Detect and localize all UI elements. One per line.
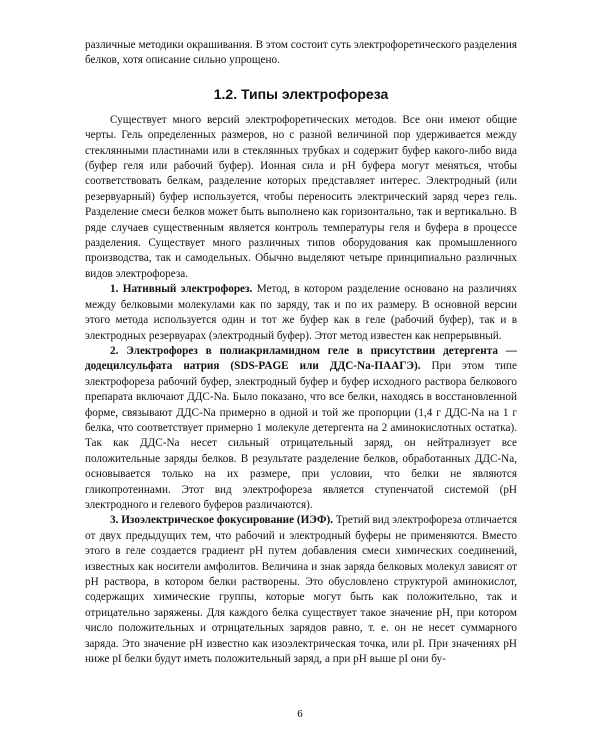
paragraph-native-electrophoresis bbox=[85, 282, 517, 344]
intro-paragraph: различные методики окрашивания. В этом состоит суть электрофоретического разделения белков, хотя описание сильно упрощено. bbox=[85, 39, 517, 67]
paragraph-sds-page bbox=[85, 344, 517, 513]
section-title: 1.2. Типы электрофореза bbox=[213, 85, 389, 102]
text-sds-page: При этом типе электрофореза рабочий буфер, электродный буфер и буфер исходного раствора белкового препарата включают ДДС-Na. Было показано, что все белки, находясь в восстановленной форме, связывают ДДС-Na примерно в одной и той же пропорции (1,4 г ДДС-Na на 1 г белка, что соответствует примерно 1 молекуле детергента на 2 аминокислотных остатка). Так как ДДС-Na несет сильный отрицательный заряд, он нейтрализует все положительные заряды белков. В результате разделение белков, обработанных ДДС-Na, основывается только на их размере, при условии, что белки не являются гликопротеинами. Этот вид электрофореза является ступенчатой системой (pH электродного и гелевого буферов различаются). bbox=[85, 360, 517, 511]
page-body bbox=[85, 38, 517, 667]
text-isoelectric-focusing: Третий вид электрофореза отличается от двух предыдущих тем, что рабочий и электродный буферы не применяются. Вместо этого в геле создается градиент pH путем добавления смеси химических соединений, известных как носители амфолитов. Величина и знак заряда белковых молекул зависят от pH раствора, в котором белки растворены. Это обусловлено структурой аминокислот, содержащих химические группы, которые могут быть как положительно, так и отрицательно заряжены. Для каждого белка существует такое значение pH, при котором число положительных и отрицательных зарядов равно, т. е. он не несет суммарного заряда. Это значение pH известно как изоэлектрическая точка, или pI. При значениях pH ниже pI белки будут иметь положительный заряд, а при pH выше pI они бу- bbox=[85, 514, 517, 666]
heading-sds-page: 2. Электрофорез в полиакриламидном геле в присутствии детергента — додецилсульфата натрия (SDS-PAGE или ДДС-Na-ПААГЭ). bbox=[85, 344, 517, 373]
page-number: 6 bbox=[297, 708, 303, 720]
paragraph-overview: Существует много версий электрофоретических методов. Все они имеют общие черты. Гель определенных размеров, но с разной величиной пор удерживается между стеклянными пластинами или в стеклянных трубках и содержит буфер какого-либо вида (буфер геля или рабочий буфер). Ионная сила и pH буфера могут меняться, чтобы соответствовать белкам, разделение которых представляет интерес. Электродный (или резервуарный) буфер используется, чтобы переносить электрический заряд через гель. Разделение смеси белков может быть выполнено как горизонтально, так и вертикально. В ряде случаев существенным является контроль температуры геля и буфера в процессе разделения. Существует много различных типов оборудования как промышленного производства, так и самодельных. Обычно выделяют четыре принципиально различных видов электрофореза. bbox=[85, 113, 517, 280]
heading-isoelectric-focusing: 3. Изоэлектрическое фокусирование (ИЭФ). bbox=[110, 514, 334, 527]
paragraph-isoelectric-focusing bbox=[85, 513, 517, 667]
text-native-electrophoresis: Метод, в котором разделение основано на различиях между белковыми молекулами как по заряду, так и по их размеру. В основной версии этого метода используется один и тот же буфер как в геле (рабочий буфер), так и в электродных резервуарах (электродный буфер). Этот метод известен как непрерывный. bbox=[85, 283, 517, 342]
heading-native-electrophoresis: 1. Нативный электрофорез. bbox=[110, 283, 253, 296]
